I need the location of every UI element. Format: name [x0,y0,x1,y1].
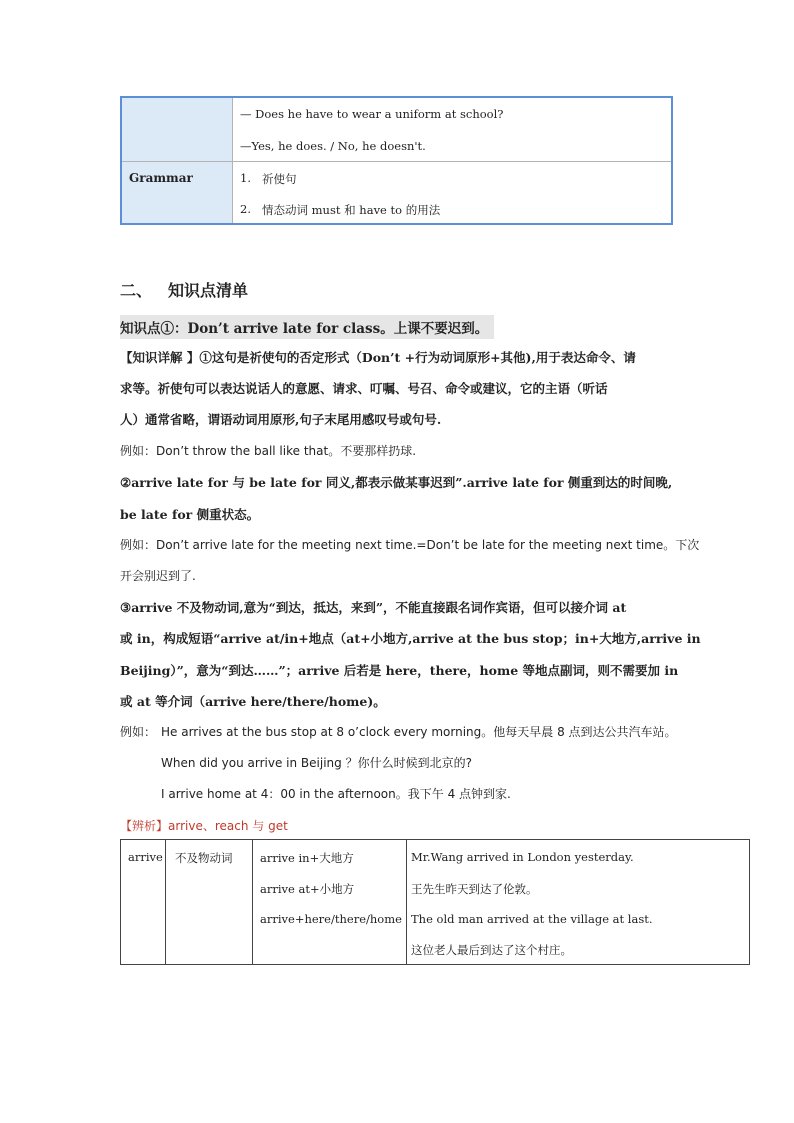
detail-label: 【知识详解 】 [120,350,200,365]
cell-usage-1: arrive in+大地方 [260,851,354,865]
grammar-table [120,96,673,225]
detail-line-1 [120,348,636,366]
cell-usage-3: arrive+here/there/home [260,912,402,926]
discern-line [120,817,288,834]
comparison-table [120,839,750,965]
section-number: 二、 [120,281,153,300]
example-3b: When did you arrive in Beijing ？你什么时候到北京的? [161,756,472,770]
cell-word: arrive [128,850,163,864]
detail-line-5: be late for 侧重状态。 [120,507,260,522]
detail-line-8: Beijing）”，意为“到达……”；arrive 后若是 here，there，home 等地点副词，则不需要加 in [120,663,679,678]
grammar-item-2-num: 2. [240,202,251,216]
column-divider-1 [165,840,166,964]
column-divider-3 [406,840,407,964]
cell-example-2-en: The old man arrived at the village at last. [411,912,653,926]
example-1: 例如：Don’t throw the ball like that。不要那样扔球. [120,444,417,458]
example-2a: 例如：Don’t arrive late for the meeting next time.=Don’t be late for the meeting next time。下次 [120,538,700,552]
dialog-answer: —Yes, he does. / No, he doesn't. [240,139,426,153]
detail-text-1: ①这句是祈使句的否定形式（Don’t +行为动词原形+其他),用于表达命令、请 [199,350,636,365]
cell-example-1-zh: 王先生昨天到达了伦敦。 [411,882,538,896]
section-title: 知识点清单 [168,281,249,300]
example-2b: 开会别迟到了. [120,569,196,583]
table-divider [122,161,671,162]
column-divider-2 [252,840,253,964]
detail-line-4: ②arrive late for 与 be late for 同义,都表示做某事迟到”.arrive late for 侧重到达的时间晚, [120,475,673,490]
grammar-label: Grammar [129,171,193,185]
grammar-item-2: 情态动词 must 和 have to 的用法 [262,203,441,217]
detail-line-6: ③arrive 不及物动词,意为“到达，抵达，来到”，不能直接跟名词作宾语，但可以接介词 at [120,600,627,615]
cell-example-2-zh: 这位老人最后到达了这个村庄。 [411,943,572,957]
detail-line-9: 或 at 等介词（arrive here/there/home)。 [120,694,386,709]
detail-line-7: 或 in，构成短语“arrive at/in+地点（at+小地方,arrive at the bus stop；in+大地方,arrive in [120,631,701,646]
cell-usage-2: arrive at+小地方 [260,882,355,896]
example-3c: I arrive home at 4：00 in the afternoon。我下午 4 点钟到家. [161,787,511,801]
detail-line-2: 求等。祈使句可以表达说话人的意愿、请求、叮嘱、号召、命令或建议，它的主语（听话 [120,381,608,396]
discern-text: arrive、reach 与 get [168,819,288,833]
knowledge-point-heading: 知识点①：Don’t arrive late for class。上课不要迟到。 [120,315,494,339]
table-header-cell-empty [122,98,233,162]
grammar-item-1-num: 1. [240,171,251,185]
detail-line-3: 人）通常省略，谓语动词用原形,句子末尾用感叹号或句号. [120,412,442,427]
discern-label: 【辨析】 [120,819,169,833]
example-3-label: 例如： [120,725,157,739]
dialog-question: — Does he have to wear a uniform at school? [240,107,504,121]
example-3a: He arrives at the bus stop at 8 o’clock every morning。他每天早晨 8 点到达公共汽车站。 [161,725,677,739]
cell-example-1-en: Mr.Wang arrived in London yesterday. [411,850,634,864]
cell-type: 不及物动词 [175,851,233,865]
grammar-item-1: 祈使句 [262,172,297,186]
